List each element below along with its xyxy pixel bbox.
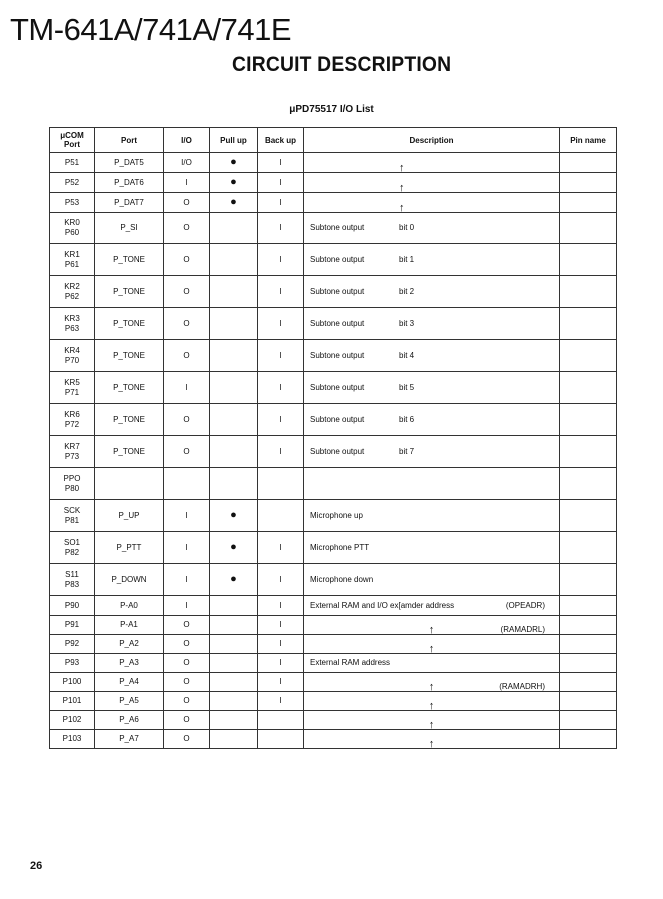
col-port: Port — [95, 128, 164, 153]
port-cell: P_TONE — [95, 404, 164, 436]
description-cell — [304, 500, 560, 532]
io-cell: O — [164, 404, 210, 436]
table-row — [50, 173, 617, 193]
description-bit: bit 4 — [399, 350, 415, 360]
description-bit: bit 5 — [399, 382, 415, 392]
ditto-arrow-icon: ↑ — [428, 719, 435, 731]
back-up-cell: I — [258, 596, 304, 616]
ucom-port-cell — [50, 404, 95, 436]
pin-name-cell — [560, 532, 617, 564]
description-reference: (RAMADRL) — [500, 625, 545, 634]
description-bit: bit 7 — [399, 446, 415, 456]
description-cell — [304, 404, 560, 436]
pull-up-cell — [210, 372, 258, 404]
ucom-port-label: P93 — [64, 658, 80, 667]
table-row — [50, 654, 617, 673]
pull-up-cell — [210, 308, 258, 340]
description-cell — [304, 173, 560, 193]
pin-name-cell — [560, 193, 617, 213]
description-text: Subtone output — [310, 286, 365, 296]
port-cell: P_TONE — [95, 308, 164, 340]
ucom-port-label: SCK P81 — [63, 505, 81, 525]
pull-up-cell — [210, 153, 258, 173]
pin-name-cell — [560, 404, 617, 436]
back-up-cell: I — [258, 404, 304, 436]
pin-name-cell — [560, 436, 617, 468]
pin-name-cell — [560, 276, 617, 308]
pin-name-cell — [560, 564, 617, 596]
ucom-port-cell — [50, 213, 95, 244]
port-cell: P_TONE — [95, 244, 164, 276]
ucom-port-cell — [50, 500, 95, 532]
io-cell: O — [164, 692, 210, 711]
ucom-port-label: P102 — [62, 715, 82, 724]
pull-up-cell — [210, 404, 258, 436]
description-cell — [304, 564, 560, 596]
port-cell: P-A1 — [95, 616, 164, 635]
ucom-port-cell — [50, 596, 95, 616]
pin-name-cell — [560, 500, 617, 532]
ucom-port-label: P100 — [62, 677, 82, 686]
model-title: TM-641A/741A/741E — [10, 12, 292, 47]
pull-up-cell — [210, 532, 258, 564]
col-ucom-port: μCOM Port — [50, 128, 95, 153]
io-cell: O — [164, 635, 210, 654]
section-title: CIRCUIT DESCRIPTION — [232, 53, 452, 76]
back-up-cell: I — [258, 153, 304, 173]
description-text: Subtone output — [310, 223, 365, 232]
io-cell: O — [164, 308, 210, 340]
ucom-port-label: P91 — [64, 620, 80, 629]
description-cell — [304, 193, 560, 213]
ucom-port-label: KR1 P61 — [64, 249, 80, 269]
ucom-port-label: KR7 P73 — [64, 441, 80, 461]
table-row — [50, 468, 617, 500]
description-bit: bit 0 — [399, 223, 415, 232]
ucom-port-label: KR3 P63 — [64, 313, 80, 333]
pull-up-cell — [210, 596, 258, 616]
pull-up-cell — [210, 213, 258, 244]
description-cell — [304, 468, 560, 500]
back-up-cell: I — [258, 673, 304, 692]
io-cell: O — [164, 244, 210, 276]
io-cell — [164, 468, 210, 500]
ucom-port-cell — [50, 635, 95, 654]
port-cell: P_A3 — [95, 654, 164, 673]
description-cell — [304, 616, 560, 635]
ucom-port-cell — [50, 436, 95, 468]
table-title: μPD75517 I/O List — [289, 104, 374, 115]
ucom-port-cell — [50, 564, 95, 596]
ucom-port-label: P101 — [62, 696, 82, 705]
description-cell — [304, 635, 560, 654]
description-cell — [304, 692, 560, 711]
port-cell: P_DOWN — [95, 564, 164, 596]
pull-up-dot: ● — [230, 176, 237, 188]
pin-name-cell — [560, 213, 617, 244]
description-cell — [304, 436, 560, 468]
ucom-port-label: P90 — [64, 600, 80, 610]
description-text: Subtone output — [310, 350, 365, 360]
description-bit: bit 2 — [399, 286, 415, 296]
table-row — [50, 244, 617, 276]
description-bit: bit 6 — [399, 414, 415, 424]
ucom-port-label: KR2 P62 — [64, 281, 80, 301]
description-reference: (OPEADR) — [505, 600, 545, 610]
pull-up-cell — [210, 730, 258, 749]
back-up-cell — [258, 711, 304, 730]
pin-name-cell — [560, 616, 617, 635]
table-row — [50, 616, 617, 635]
table-row — [50, 308, 617, 340]
description-reference: (RAMADRH) — [499, 682, 545, 691]
pull-up-cell — [210, 340, 258, 372]
pin-name-cell — [560, 173, 617, 193]
io-cell: I/O — [164, 153, 210, 173]
port-cell: P_UP — [95, 500, 164, 532]
description-text: Microphone PTT — [310, 542, 370, 552]
ucom-port-cell — [50, 193, 95, 213]
description-text: Subtone output — [310, 382, 365, 392]
col-pull-up: Pull up — [210, 128, 258, 153]
io-cell: I — [164, 372, 210, 404]
port-cell: P_A5 — [95, 692, 164, 711]
pull-up-cell — [210, 564, 258, 596]
pull-up-dot: ● — [230, 509, 237, 521]
pull-up-cell — [210, 616, 258, 635]
table-row — [50, 532, 617, 564]
ucom-port-label: KR5 P71 — [64, 377, 80, 397]
io-cell: I — [164, 564, 210, 596]
description-cell — [304, 244, 560, 276]
port-cell: P_A7 — [95, 730, 164, 749]
pull-up-dot: ● — [230, 541, 237, 553]
pin-name-cell — [560, 711, 617, 730]
pin-name-cell — [560, 468, 617, 500]
ucom-port-cell — [50, 153, 95, 173]
back-up-cell — [258, 730, 304, 749]
pin-name-cell — [560, 244, 617, 276]
ditto-arrow-icon: ↑ — [428, 738, 435, 750]
pull-up-cell — [210, 635, 258, 654]
table-row — [50, 372, 617, 404]
pull-up-cell — [210, 193, 258, 213]
port-cell: P_DAT5 — [95, 153, 164, 173]
io-cell: I — [164, 596, 210, 616]
pull-up-dot: ● — [230, 573, 237, 585]
ditto-arrow-icon: ↑ — [399, 201, 405, 214]
pull-up-cell — [210, 468, 258, 500]
description-cell — [304, 153, 560, 173]
pin-name-cell — [560, 372, 617, 404]
ucom-port-label: P103 — [62, 734, 82, 743]
table-row — [50, 500, 617, 532]
io-cell: O — [164, 436, 210, 468]
ucom-port-cell — [50, 276, 95, 308]
ucom-port-label: KR4 P70 — [64, 345, 80, 365]
description-cell — [304, 340, 560, 372]
io-cell: O — [164, 654, 210, 673]
description-cell — [304, 673, 560, 692]
ucom-port-label: P52 — [64, 177, 80, 187]
ucom-port-label: P92 — [64, 639, 80, 648]
port-cell: P_TONE — [95, 340, 164, 372]
pull-up-cell — [210, 173, 258, 193]
table-row — [50, 564, 617, 596]
description-cell — [304, 532, 560, 564]
port-cell: P_SI — [95, 213, 164, 244]
description-text: Subtone output — [310, 254, 365, 264]
ucom-port-label: KR0 P60 — [64, 218, 80, 237]
pull-up-cell — [210, 692, 258, 711]
back-up-cell: I — [258, 436, 304, 468]
pull-up-cell — [210, 436, 258, 468]
ucom-port-cell — [50, 173, 95, 193]
pull-up-cell — [210, 276, 258, 308]
description-bit: bit 1 — [399, 254, 415, 264]
ditto-arrow-icon: ↑ — [428, 681, 435, 693]
port-cell: P_DAT7 — [95, 193, 164, 213]
port-cell: P-A0 — [95, 596, 164, 616]
description-cell — [304, 213, 560, 244]
ucom-port-cell — [50, 372, 95, 404]
ucom-port-label: KR6 P72 — [64, 409, 80, 429]
back-up-cell: I — [258, 173, 304, 193]
table-row — [50, 635, 617, 654]
table-row — [50, 711, 617, 730]
ucom-port-label: P53 — [64, 197, 80, 207]
ucom-port-cell — [50, 616, 95, 635]
description-bit: bit 3 — [399, 318, 415, 328]
pin-name-cell — [560, 730, 617, 749]
ditto-arrow-icon: ↑ — [399, 181, 405, 194]
port-cell: P_TONE — [95, 436, 164, 468]
pull-up-cell — [210, 500, 258, 532]
pin-name-cell — [560, 153, 617, 173]
pin-name-cell — [560, 635, 617, 654]
table-header-row — [50, 128, 617, 153]
back-up-cell: I — [258, 532, 304, 564]
back-up-cell: I — [258, 308, 304, 340]
pull-up-cell — [210, 244, 258, 276]
back-up-cell: I — [258, 276, 304, 308]
table-row — [50, 730, 617, 749]
col-back-up: Back up — [258, 128, 304, 153]
description-cell — [304, 276, 560, 308]
description-cell — [304, 308, 560, 340]
ucom-port-cell — [50, 711, 95, 730]
description-text: Microphone down — [310, 574, 374, 584]
ditto-arrow-icon: ↑ — [399, 161, 405, 174]
back-up-cell: I — [258, 692, 304, 711]
table-row — [50, 340, 617, 372]
back-up-cell: I — [258, 616, 304, 635]
back-up-cell — [258, 468, 304, 500]
pull-up-dot: ● — [230, 196, 237, 208]
pin-name-cell — [560, 654, 617, 673]
io-cell: O — [164, 193, 210, 213]
pin-name-cell — [560, 692, 617, 711]
ucom-port-cell — [50, 532, 95, 564]
ditto-arrow-icon: ↑ — [428, 700, 435, 712]
page-number: 26 — [30, 860, 43, 872]
description-text: Subtone output — [310, 446, 365, 456]
ucom-port-cell — [50, 673, 95, 692]
io-cell: O — [164, 340, 210, 372]
description-text: Subtone output — [310, 318, 365, 328]
ucom-port-cell — [50, 692, 95, 711]
back-up-cell: I — [258, 564, 304, 596]
port-cell: P_TONE — [95, 276, 164, 308]
port-cell: P_A4 — [95, 673, 164, 692]
col-io: I/O — [164, 128, 210, 153]
ucom-port-label: SO1 P82 — [63, 537, 80, 557]
col-description: Description — [304, 128, 560, 153]
io-cell: I — [164, 173, 210, 193]
table-row — [50, 596, 617, 616]
description-cell — [304, 654, 560, 673]
description-text: External RAM and I/O ex[amder address — [310, 600, 455, 610]
port-cell — [95, 468, 164, 500]
back-up-cell: I — [258, 654, 304, 673]
table-row — [50, 153, 617, 173]
ucom-port-cell — [50, 468, 95, 500]
port-cell: P_PTT — [95, 532, 164, 564]
ucom-port-cell — [50, 654, 95, 673]
table-row — [50, 213, 617, 244]
description-text: External RAM address — [310, 658, 391, 667]
io-cell: I — [164, 532, 210, 564]
port-cell: P_DAT6 — [95, 173, 164, 193]
back-up-cell: I — [258, 372, 304, 404]
io-cell: O — [164, 711, 210, 730]
table-row — [50, 404, 617, 436]
table-row — [50, 436, 617, 468]
io-cell: O — [164, 213, 210, 244]
description-text: Subtone output — [310, 414, 365, 424]
ucom-port-cell — [50, 340, 95, 372]
ucom-port-cell — [50, 244, 95, 276]
pull-up-dot: ● — [230, 156, 237, 168]
back-up-cell: I — [258, 635, 304, 654]
port-cell: P_A6 — [95, 711, 164, 730]
pin-name-cell — [560, 596, 617, 616]
description-cell — [304, 372, 560, 404]
io-cell: I — [164, 500, 210, 532]
ucom-port-label: PPO P80 — [63, 473, 81, 493]
ucom-port-label: P51 — [64, 157, 80, 167]
description-cell — [304, 596, 560, 616]
io-cell: O — [164, 616, 210, 635]
col-pin-name: Pin name — [560, 128, 617, 153]
ditto-arrow-icon: ↑ — [428, 643, 435, 655]
pull-up-cell — [210, 673, 258, 692]
io-list-table — [49, 127, 617, 749]
pin-name-cell — [560, 340, 617, 372]
port-cell: P_TONE — [95, 372, 164, 404]
pull-up-cell — [210, 711, 258, 730]
back-up-cell: I — [258, 193, 304, 213]
io-cell: O — [164, 276, 210, 308]
back-up-cell: I — [258, 213, 304, 244]
io-cell: O — [164, 730, 210, 749]
table-row — [50, 692, 617, 711]
back-up-cell: I — [258, 244, 304, 276]
description-cell — [304, 730, 560, 749]
ditto-arrow-icon: ↑ — [428, 624, 435, 636]
table-row — [50, 193, 617, 213]
pin-name-cell — [560, 673, 617, 692]
description-text: Microphone up — [310, 510, 363, 520]
table-row — [50, 276, 617, 308]
description-cell — [304, 711, 560, 730]
back-up-cell — [258, 500, 304, 532]
pull-up-cell — [210, 654, 258, 673]
table-body — [50, 153, 617, 749]
pin-name-cell — [560, 308, 617, 340]
ucom-port-label: S11 P83 — [64, 569, 80, 589]
ucom-port-cell — [50, 730, 95, 749]
io-cell: O — [164, 673, 210, 692]
table-row — [50, 673, 617, 692]
back-up-cell: I — [258, 340, 304, 372]
ucom-port-cell — [50, 308, 95, 340]
port-cell: P_A2 — [95, 635, 164, 654]
